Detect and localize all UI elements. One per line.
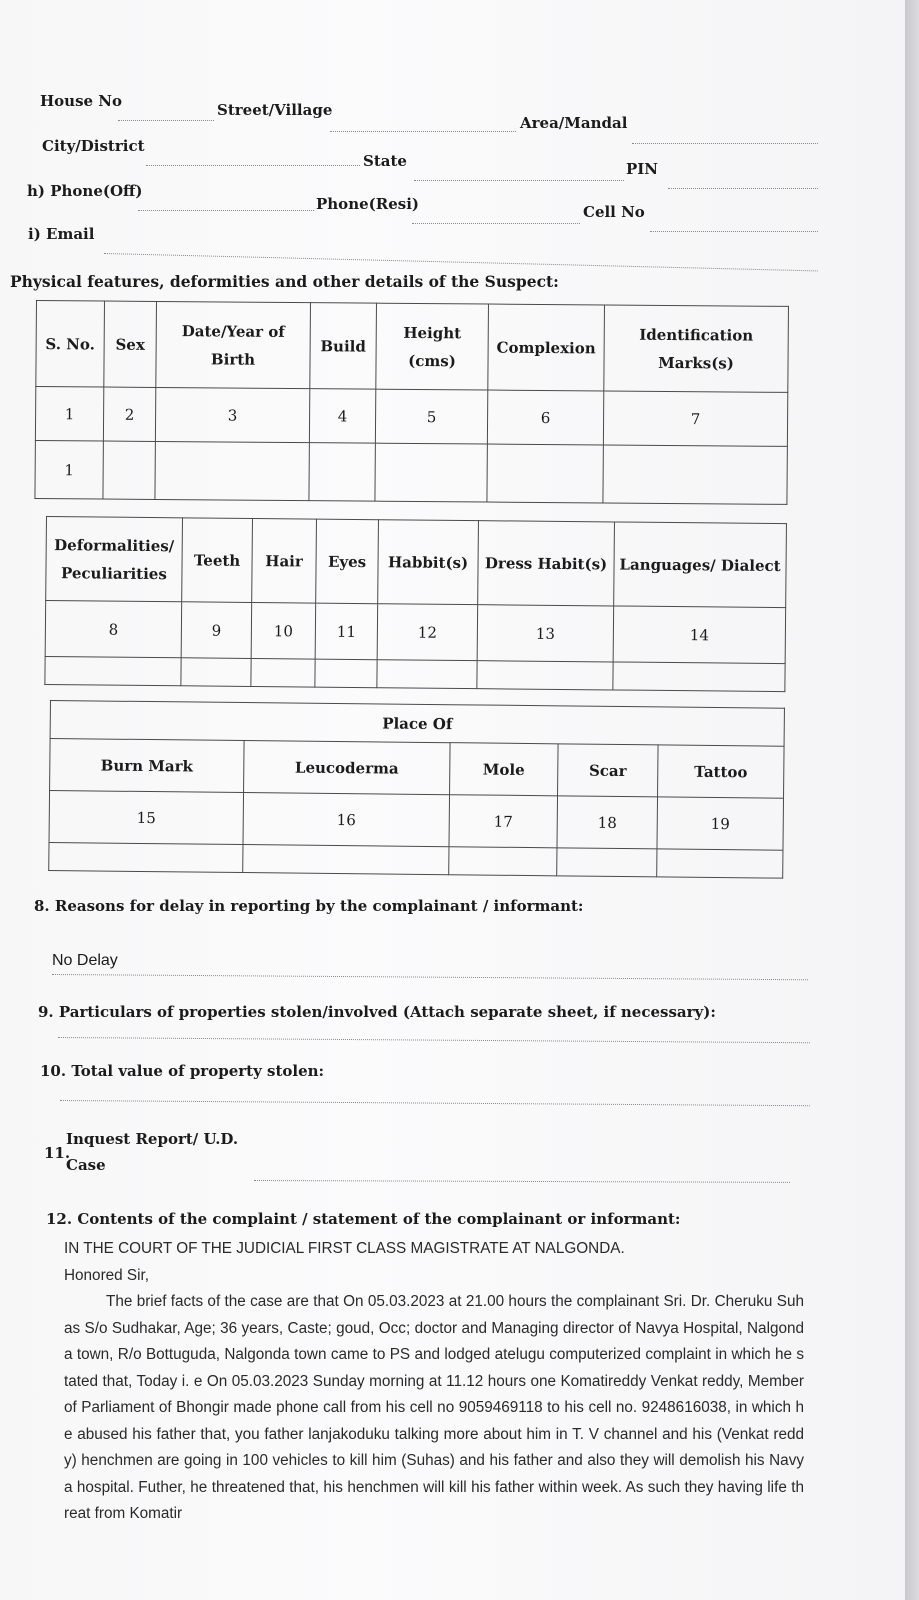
num-cell: 15	[49, 791, 244, 845]
table-row	[35, 387, 787, 447]
pin-label: PIN	[626, 160, 659, 178]
complaint-text	[64, 1236, 804, 1528]
col-eyes: Eyes	[316, 519, 379, 604]
table-header-row	[46, 517, 787, 608]
col-habbits: Habbit(s)	[378, 520, 479, 605]
section-9-heading: 9. Particulars of properties stolen/involved (Attach separate sheet, if necessary):	[38, 1003, 716, 1021]
state-label: State	[363, 152, 407, 170]
num-cell: 5	[375, 389, 487, 444]
blank-cell[interactable]	[657, 849, 783, 878]
table-header-row	[36, 301, 789, 393]
num-cell: 19	[657, 797, 784, 850]
num-cell: 16	[243, 793, 450, 847]
num-cell: 13	[477, 605, 614, 662]
table-row	[45, 601, 786, 664]
col-scar: Scar	[558, 744, 659, 797]
num-cell: 12	[377, 604, 478, 661]
section-10-heading: 10. Total value of property stolen:	[40, 1062, 325, 1080]
col-burn-mark: Burn Mark	[50, 739, 245, 793]
blank-cell[interactable]	[181, 658, 251, 687]
phone-off-label: h) Phone(Off)	[27, 182, 143, 200]
phone-resi-field[interactable]	[412, 223, 580, 224]
section-12-heading: 12. Contents of the complaint / statement of the complainant or informant:	[46, 1210, 681, 1228]
row-cell: 1	[35, 440, 103, 499]
num-cell: 2	[103, 387, 155, 441]
city-label: City/District	[42, 137, 145, 155]
col-mole: Mole	[450, 743, 559, 796]
area-label: Area/Mandal	[520, 114, 628, 132]
table-row	[35, 440, 787, 504]
court-line: IN THE COURT OF THE JUDICIAL FIRST CLASS MAGISTRATE AT NALGONDA.	[64, 1240, 625, 1257]
row-cell[interactable]	[309, 443, 375, 502]
num-cell: 7	[603, 391, 787, 446]
area-field[interactable]	[632, 143, 818, 144]
phone-off-field[interactable]	[138, 210, 314, 211]
section-11-heading: Inquest Report/ U.D.	[66, 1130, 239, 1148]
place-of-title: Place Of	[50, 701, 784, 747]
col-teeth: Teeth	[182, 518, 253, 603]
street-field[interactable]	[330, 131, 516, 132]
num-cell: 9	[181, 602, 252, 659]
blank-cell[interactable]	[377, 660, 477, 689]
delay-value: No Delay	[52, 952, 118, 969]
house-no-label: House No	[40, 92, 123, 110]
cell-field[interactable]	[650, 231, 818, 232]
row-cell[interactable]	[375, 443, 487, 502]
deformities-table	[44, 516, 787, 692]
col-leucoderma: Leucoderma	[244, 741, 451, 795]
num-cell: 3	[155, 387, 309, 442]
city-field[interactable]	[146, 165, 360, 166]
num-cell: 11	[315, 603, 378, 660]
phone-resi-label: Phone(Resi)	[316, 195, 419, 213]
num-cell: 1	[35, 387, 103, 442]
blank-cell[interactable]	[251, 658, 315, 687]
state-field[interactable]	[414, 180, 624, 181]
col-dob: Date/Year of Birth	[156, 301, 311, 388]
cell-label: Cell No	[583, 203, 645, 221]
row-cell[interactable]	[603, 445, 787, 504]
num-cell: 6	[487, 390, 603, 445]
table-row	[49, 791, 784, 851]
num-cell: 14	[613, 606, 786, 664]
row-cell[interactable]	[487, 444, 603, 503]
col-height: Height (cms)	[376, 303, 489, 390]
col-identification: Identification Marks(s)	[604, 305, 789, 392]
num-cell: 4	[309, 389, 375, 444]
section-11-number: 11.	[44, 1144, 71, 1162]
num-cell: 8	[45, 601, 182, 658]
pin-field[interactable]	[668, 188, 818, 189]
col-languages: Languages/ Dialect	[614, 522, 787, 608]
house-no-field[interactable]	[118, 120, 214, 121]
email-label: i) Email	[28, 225, 95, 243]
blank-cell[interactable]	[477, 661, 613, 690]
num-cell: 18	[557, 796, 658, 849]
row-cell[interactable]	[103, 441, 155, 499]
section-11-heading-case: Case	[66, 1156, 106, 1174]
street-label: Street/Village	[217, 101, 333, 119]
blank-cell[interactable]	[557, 848, 657, 877]
col-build: Build	[310, 303, 377, 390]
complaint-body: The brief facts of the case are that On 05.03.2023 at 21.00 hours the complainant Sri. Dr. Cheruku Suhas S/o Sudhakar, Age; 36 years, Caste; goud, Occ; doctor and Managing director of Navya Hospital, Nalgonda town, R/o Bottuguda, Nalgonda town came to PS and lodged atelugu computerized complaint in which he stated that, Today i. e On 05.03.2023 Sunday morning at 11.12 hours one Komatireddy Venkat reddy, Member of Parliament of Bhongir made phone call from his cell no 9059469118 to his cell no. 9248616038, in which he abused his father that, you father lanjakoduku talking more about him in T. V channel and his (Venkat reddy) henchmen are going in 100 vehicles to kill him (Suhas) and his father and also they will demolish his Navya hospital. Futher, he threatened that, his henchmen will kill his father within week. As such they having life threat from Komatir	[64, 1293, 804, 1522]
col-deformities: Deformalities/ Peculiarities	[46, 517, 183, 602]
suspect-table	[34, 300, 789, 505]
col-dress-habits: Dress Habit(s)	[478, 521, 615, 606]
salutation: Honored Sir,	[64, 1266, 150, 1284]
num-cell: 17	[449, 795, 558, 848]
table-header-row	[50, 739, 785, 799]
col-hair: Hair	[252, 518, 317, 603]
blank-cell[interactable]	[45, 656, 181, 685]
col-tattoo: Tattoo	[658, 745, 785, 798]
row-cell[interactable]	[155, 441, 309, 500]
place-of-marks-table	[48, 700, 785, 879]
blank-cell[interactable]	[613, 662, 785, 692]
blank-cell[interactable]	[243, 845, 449, 875]
page-edge	[905, 0, 919, 1600]
section-8-heading: 8. Reasons for delay in reporting by the complainant / informant:	[34, 897, 584, 915]
col-sex: Sex	[104, 301, 157, 387]
blank-cell[interactable]	[49, 842, 243, 872]
num-cell: 10	[251, 602, 316, 659]
physical-heading: Physical features, deformities and other details of the Suspect:	[10, 272, 559, 291]
col-complexion: Complexion	[488, 304, 605, 391]
blank-cell[interactable]	[449, 847, 557, 876]
col-sno: S. No.	[36, 301, 105, 388]
blank-cell[interactable]	[315, 659, 377, 688]
